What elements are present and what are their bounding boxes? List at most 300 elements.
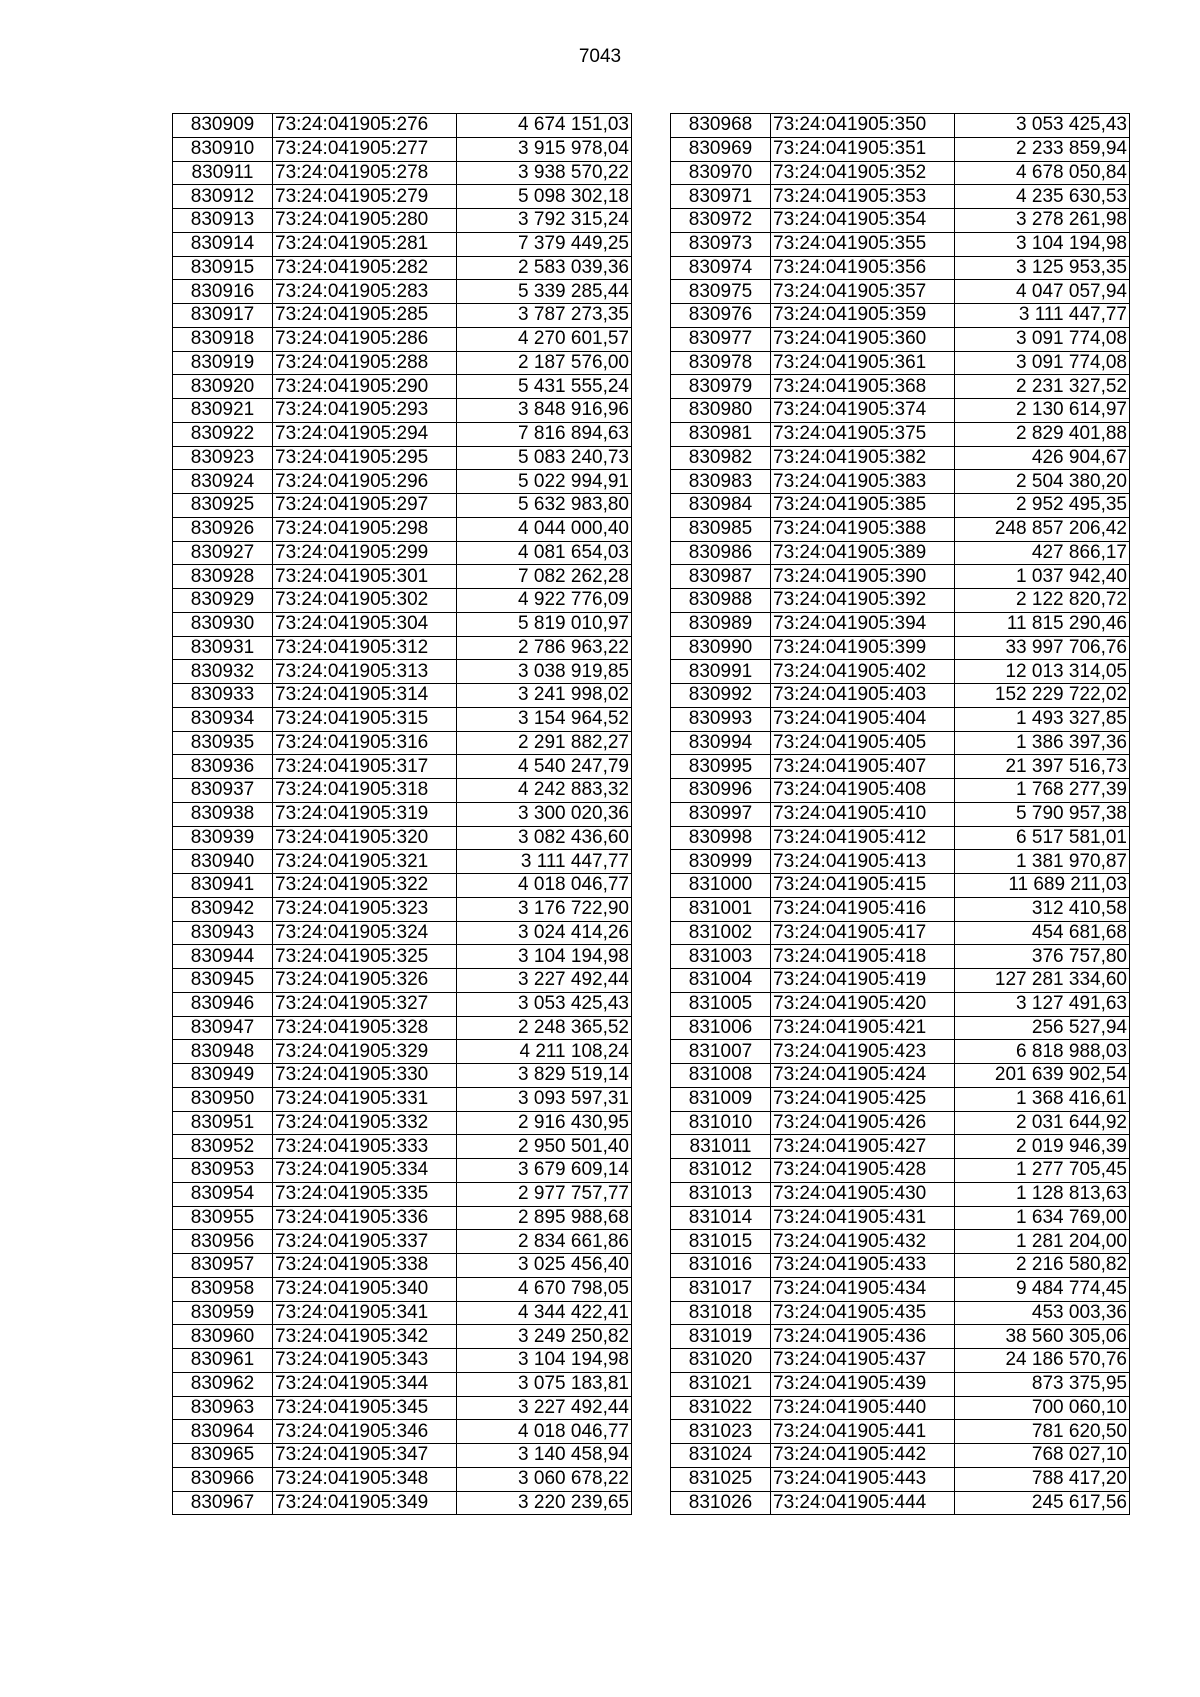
table-row [671,1277,1130,1301]
table-row [671,1111,1130,1135]
cadastral-number-cell: 73:24:041905:348 [273,1467,457,1491]
value-cell: 5 022 994,91 [457,470,632,494]
cadastral-number-cell: 73:24:041905:408 [771,779,955,803]
table-row [173,446,632,470]
value-cell: 768 027,10 [955,1444,1130,1468]
table-row [173,731,632,755]
table-row [173,755,632,779]
row-number-cell: 830955 [173,1206,273,1230]
row-number-cell: 831008 [671,1064,771,1088]
cadastral-number-cell: 73:24:041905:392 [771,589,955,613]
row-number-cell: 830982 [671,446,771,470]
value-cell: 4 540 247,79 [457,755,632,779]
value-cell: 3 091 774,08 [955,351,1130,375]
cadastral-number-cell: 73:24:041905:326 [273,969,457,993]
table-row [173,945,632,969]
value-cell: 248 857 206,42 [955,517,1130,541]
cadastral-number-cell: 73:24:041905:282 [273,256,457,280]
value-cell: 3 125 953,35 [955,256,1130,280]
value-cell: 3 075 183,81 [457,1372,632,1396]
table-row [173,1301,632,1325]
row-number-cell: 830971 [671,185,771,209]
table-row [173,1444,632,1468]
value-cell: 3 278 261,98 [955,209,1130,233]
row-number-cell: 830940 [173,850,273,874]
row-number-cell: 830923 [173,446,273,470]
value-cell: 2 233 859,94 [955,137,1130,161]
table-row [671,422,1130,446]
table-row [671,1016,1130,1040]
row-number-cell: 831000 [671,874,771,898]
row-number-cell: 831019 [671,1325,771,1349]
value-cell: 5 790 957,38 [955,802,1130,826]
value-cell: 788 417,20 [955,1467,1130,1491]
row-number-cell: 830935 [173,731,273,755]
row-number-cell: 831001 [671,897,771,921]
value-cell: 3 025 456,40 [457,1254,632,1278]
cadastral-number-cell: 73:24:041905:334 [273,1159,457,1183]
table-row [173,921,632,945]
cadastral-number-cell: 73:24:041905:345 [273,1396,457,1420]
row-number-cell: 830924 [173,470,273,494]
row-number-cell: 830941 [173,874,273,898]
table-row [173,1396,632,1420]
table-row [671,636,1130,660]
cadastral-number-cell: 73:24:041905:410 [771,802,955,826]
row-number-cell: 831007 [671,1040,771,1064]
cadastral-number-cell: 73:24:041905:321 [273,850,457,874]
row-number-cell: 830976 [671,304,771,328]
table-row [671,327,1130,351]
table-row [671,161,1130,185]
value-cell: 11 815 290,46 [955,612,1130,636]
value-cell: 2 834 661,86 [457,1230,632,1254]
row-number-cell: 830958 [173,1277,273,1301]
table-row [671,541,1130,565]
cadastral-number-cell: 73:24:041905:354 [771,209,955,233]
cadastral-number-cell: 73:24:041905:350 [771,114,955,138]
value-cell: 2 829 401,88 [955,422,1130,446]
value-cell: 3 227 492,44 [457,1396,632,1420]
cadastral-number-cell: 73:24:041905:439 [771,1372,955,1396]
value-cell: 3 038 919,85 [457,660,632,684]
cadastral-number-cell: 73:24:041905:440 [771,1396,955,1420]
cadastral-number-cell: 73:24:041905:317 [273,755,457,779]
row-number-cell: 830918 [173,327,273,351]
value-cell: 3 227 492,44 [457,969,632,993]
table-row [173,897,632,921]
row-number-cell: 830968 [671,114,771,138]
value-cell: 5 098 302,18 [457,185,632,209]
value-cell: 2 916 430,95 [457,1111,632,1135]
table-row [173,636,632,660]
value-cell: 3 024 414,26 [457,921,632,945]
table-row [173,399,632,423]
table-row [671,1254,1130,1278]
row-number-cell: 830989 [671,612,771,636]
value-cell: 3 053 425,43 [955,114,1130,138]
cadastral-number-cell: 73:24:041905:330 [273,1064,457,1088]
value-cell: 3 241 998,02 [457,684,632,708]
value-cell: 2 583 039,36 [457,256,632,280]
row-number-cell: 831018 [671,1301,771,1325]
cadastral-number-cell: 73:24:041905:388 [771,517,955,541]
value-cell: 427 866,17 [955,541,1130,565]
table-row [173,1087,632,1111]
cadastral-number-cell: 73:24:041905:340 [273,1277,457,1301]
value-cell: 376 757,80 [955,945,1130,969]
cadastral-number-cell: 73:24:041905:320 [273,826,457,850]
table-row [173,209,632,233]
table-row [671,1230,1130,1254]
table-row [671,209,1130,233]
value-cell: 12 013 314,05 [955,660,1130,684]
row-number-cell: 830988 [671,589,771,613]
row-number-cell: 831009 [671,1087,771,1111]
cadastral-number-cell: 73:24:041905:314 [273,684,457,708]
value-cell: 5 431 555,24 [457,375,632,399]
row-number-cell: 830951 [173,1111,273,1135]
row-number-cell: 830994 [671,731,771,755]
table-row [173,494,632,518]
cadastral-number-cell: 73:24:041905:304 [273,612,457,636]
table-row [671,256,1130,280]
table-row [671,1087,1130,1111]
value-cell: 4 235 630,53 [955,185,1130,209]
row-number-cell: 830999 [671,850,771,874]
row-number-cell: 830931 [173,636,273,660]
table-row [173,565,632,589]
table-row [671,1206,1130,1230]
value-cell: 3 829 519,14 [457,1064,632,1088]
row-number-cell: 830979 [671,375,771,399]
row-number-cell: 830914 [173,232,273,256]
table-row [173,232,632,256]
row-number-cell: 831006 [671,1016,771,1040]
cadastral-number-cell: 73:24:041905:298 [273,517,457,541]
cadastral-number-cell: 73:24:041905:315 [273,707,457,731]
table-row [173,1277,632,1301]
value-cell: 700 060,10 [955,1396,1130,1420]
row-number-cell: 830980 [671,399,771,423]
value-cell: 152 229 722,02 [955,684,1130,708]
row-number-cell: 830950 [173,1087,273,1111]
cadastral-number-cell: 73:24:041905:417 [771,921,955,945]
table-row [671,1467,1130,1491]
cadastral-number-cell: 73:24:041905:332 [273,1111,457,1135]
row-number-cell: 830964 [173,1420,273,1444]
value-cell: 3 091 774,08 [955,327,1130,351]
value-cell: 3 938 570,22 [457,161,632,185]
table-row [671,826,1130,850]
table-row [173,1491,632,1515]
value-cell: 5 819 010,97 [457,612,632,636]
value-cell: 3 220 239,65 [457,1491,632,1515]
table-row [173,137,632,161]
page-number: 7043 [578,46,622,67]
cadastral-number-cell: 73:24:041905:413 [771,850,955,874]
table-row [173,470,632,494]
cadastral-number-cell: 73:24:041905:433 [771,1254,955,1278]
value-cell: 256 527,94 [955,1016,1130,1040]
value-cell: 4 242 883,32 [457,779,632,803]
table-row [173,802,632,826]
cadastral-number-cell: 73:24:041905:327 [273,992,457,1016]
row-number-cell: 830983 [671,470,771,494]
table-row [173,1206,632,1230]
value-cell: 4 047 057,94 [955,280,1130,304]
value-cell: 3 053 425,43 [457,992,632,1016]
cadastral-number-cell: 73:24:041905:374 [771,399,955,423]
cadastral-number-cell: 73:24:041905:404 [771,707,955,731]
row-number-cell: 830996 [671,779,771,803]
cadastral-number-cell: 73:24:041905:441 [771,1420,955,1444]
table-row [671,494,1130,518]
cadastral-number-cell: 73:24:041905:296 [273,470,457,494]
value-cell: 3 787 273,35 [457,304,632,328]
cadastral-number-cell: 73:24:041905:294 [273,422,457,446]
row-number-cell: 830957 [173,1254,273,1278]
value-cell: 2 231 327,52 [955,375,1130,399]
cadastral-number-cell: 73:24:041905:428 [771,1159,955,1183]
cadastral-number-cell: 73:24:041905:418 [771,945,955,969]
cadastral-number-cell: 73:24:041905:361 [771,351,955,375]
row-number-cell: 830959 [173,1301,273,1325]
row-number-cell: 830919 [173,351,273,375]
value-cell: 4 674 151,03 [457,114,632,138]
cadastral-number-cell: 73:24:041905:283 [273,280,457,304]
row-number-cell: 830911 [173,161,273,185]
row-number-cell: 830947 [173,1016,273,1040]
cadastral-number-cell: 73:24:041905:434 [771,1277,955,1301]
cadastral-number-cell: 73:24:041905:359 [771,304,955,328]
table-row [173,114,632,138]
value-cell: 454 681,68 [955,921,1130,945]
table-row [173,992,632,1016]
table-row [671,731,1130,755]
table-row [671,684,1130,708]
row-number-cell: 831025 [671,1467,771,1491]
cadastral-number-cell: 73:24:041905:318 [273,779,457,803]
row-number-cell: 830974 [671,256,771,280]
cadastral-number-cell: 73:24:041905:290 [273,375,457,399]
table-row [671,565,1130,589]
table-row [671,280,1130,304]
table-row [173,1230,632,1254]
row-number-cell: 830929 [173,589,273,613]
value-cell: 3 915 978,04 [457,137,632,161]
row-number-cell: 830963 [173,1396,273,1420]
row-number-cell: 830937 [173,779,273,803]
row-number-cell: 831013 [671,1182,771,1206]
row-number-cell: 831021 [671,1372,771,1396]
row-number-cell: 830966 [173,1467,273,1491]
cadastral-number-cell: 73:24:041905:356 [771,256,955,280]
table-row [671,399,1130,423]
value-cell: 2 291 882,27 [457,731,632,755]
value-cell: 24 186 570,76 [955,1349,1130,1373]
value-cell: 3 060 678,22 [457,1467,632,1491]
table-row [173,304,632,328]
table-row [671,304,1130,328]
cadastral-number-cell: 73:24:041905:382 [771,446,955,470]
cadastral-number-cell: 73:24:041905:412 [771,826,955,850]
value-cell: 312 410,58 [955,897,1130,921]
table-row [173,874,632,898]
cadastral-number-cell: 73:24:041905:360 [771,327,955,351]
table-row [671,517,1130,541]
value-cell: 1 128 813,63 [955,1182,1130,1206]
table-row [173,660,632,684]
value-cell: 245 617,56 [955,1491,1130,1515]
value-cell: 1 768 277,39 [955,779,1130,803]
value-cell: 873 375,95 [955,1372,1130,1396]
table-row [173,375,632,399]
cadastral-number-cell: 73:24:041905:402 [771,660,955,684]
row-number-cell: 830943 [173,921,273,945]
row-number-cell: 830909 [173,114,273,138]
cadastral-number-cell: 73:24:041905:424 [771,1064,955,1088]
table-row [173,517,632,541]
cadastral-number-cell: 73:24:041905:426 [771,1111,955,1135]
value-cell: 2 977 757,77 [457,1182,632,1206]
table-row [173,327,632,351]
cadastral-number-cell: 73:24:041905:444 [771,1491,955,1515]
cadastral-number-cell: 73:24:041905:343 [273,1349,457,1373]
table-row [173,684,632,708]
table-row [671,1372,1130,1396]
cadastral-number-cell: 73:24:041905:437 [771,1349,955,1373]
cadastral-number-cell: 73:24:041905:442 [771,1444,955,1468]
cadastral-number-cell: 73:24:041905:355 [771,232,955,256]
cadastral-number-cell: 73:24:041905:295 [273,446,457,470]
table-row [671,1491,1130,1515]
value-cell: 1 368 416,61 [955,1087,1130,1111]
cadastral-number-cell: 73:24:041905:280 [273,209,457,233]
cadastral-number-cell: 73:24:041905:337 [273,1230,457,1254]
table-row [671,375,1130,399]
row-number-cell: 831003 [671,945,771,969]
value-cell: 1 277 705,45 [955,1159,1130,1183]
cadastral-number-cell: 73:24:041905:423 [771,1040,955,1064]
table-row [671,707,1130,731]
table-row [173,1372,632,1396]
cadastral-number-cell: 73:24:041905:293 [273,399,457,423]
row-number-cell: 831022 [671,1396,771,1420]
table-row [173,1349,632,1373]
cadastral-number-cell: 73:24:041905:301 [273,565,457,589]
right-table-body [671,114,1130,1515]
table-row [671,1444,1130,1468]
value-cell: 5 083 240,73 [457,446,632,470]
value-cell: 3 249 250,82 [457,1325,632,1349]
row-number-cell: 830972 [671,209,771,233]
cadastral-number-cell: 73:24:041905:435 [771,1301,955,1325]
value-cell: 3 679 609,14 [457,1159,632,1183]
value-cell: 1 381 970,87 [955,850,1130,874]
cadastral-number-cell: 73:24:041905:405 [771,731,955,755]
table-row [671,1159,1130,1183]
cadastral-number-cell: 73:24:041905:357 [771,280,955,304]
value-cell: 4 018 046,77 [457,874,632,898]
row-number-cell: 830917 [173,304,273,328]
value-cell: 4 044 000,40 [457,517,632,541]
table-row [671,755,1130,779]
value-cell: 781 620,50 [955,1420,1130,1444]
cadastral-number-cell: 73:24:041905:347 [273,1444,457,1468]
row-number-cell: 830922 [173,422,273,446]
value-cell: 4 678 050,84 [955,161,1130,185]
value-cell: 1 386 397,36 [955,731,1130,755]
value-cell: 2 187 576,00 [457,351,632,375]
table-row [173,1016,632,1040]
cadastral-number-cell: 73:24:041905:430 [771,1182,955,1206]
table-row [671,969,1130,993]
value-cell: 7 082 262,28 [457,565,632,589]
row-number-cell: 831017 [671,1277,771,1301]
row-number-cell: 830992 [671,684,771,708]
row-number-cell: 830986 [671,541,771,565]
value-cell: 2 216 580,82 [955,1254,1130,1278]
cadastral-number-cell: 73:24:041905:288 [273,351,457,375]
cadastral-number-cell: 73:24:041905:352 [771,161,955,185]
cadastral-number-cell: 73:24:041905:276 [273,114,457,138]
value-cell: 4 081 654,03 [457,541,632,565]
value-cell: 3 140 458,94 [457,1444,632,1468]
row-number-cell: 830978 [671,351,771,375]
table-row [671,850,1130,874]
value-cell: 127 281 334,60 [955,969,1130,993]
row-number-cell: 830995 [671,755,771,779]
row-number-cell: 830910 [173,137,273,161]
row-number-cell: 830939 [173,826,273,850]
cadastral-number-cell: 73:24:041905:323 [273,897,457,921]
row-number-cell: 830960 [173,1325,273,1349]
value-cell: 4 018 046,77 [457,1420,632,1444]
cadastral-number-cell: 73:24:041905:313 [273,660,457,684]
row-number-cell: 830977 [671,327,771,351]
value-cell: 6 517 581,01 [955,826,1130,850]
table-row [173,1111,632,1135]
table-row [671,945,1130,969]
cadastral-number-cell: 73:24:041905:316 [273,731,457,755]
table-row [173,280,632,304]
value-cell: 9 484 774,45 [955,1277,1130,1301]
cadastral-number-cell: 73:24:041905:425 [771,1087,955,1111]
row-number-cell: 830984 [671,494,771,518]
table-row [671,1420,1130,1444]
value-cell: 21 397 516,73 [955,755,1130,779]
cadastral-number-cell: 73:24:041905:278 [273,161,457,185]
row-number-cell: 830916 [173,280,273,304]
value-cell: 1 281 204,00 [955,1230,1130,1254]
cadastral-number-cell: 73:24:041905:427 [771,1135,955,1159]
cadastral-number-cell: 73:24:041905:353 [771,185,955,209]
row-number-cell: 830975 [671,280,771,304]
table-row [671,1396,1130,1420]
table-row [671,992,1130,1016]
table-row [173,707,632,731]
table-row [173,1040,632,1064]
table-row [671,897,1130,921]
cadastral-number-cell: 73:24:041905:328 [273,1016,457,1040]
value-cell: 4 270 601,57 [457,327,632,351]
cadastral-number-cell: 73:24:041905:416 [771,897,955,921]
value-cell: 38 560 305,06 [955,1325,1130,1349]
row-number-cell: 830969 [671,137,771,161]
value-cell: 3 127 491,63 [955,992,1130,1016]
table-row [671,470,1130,494]
